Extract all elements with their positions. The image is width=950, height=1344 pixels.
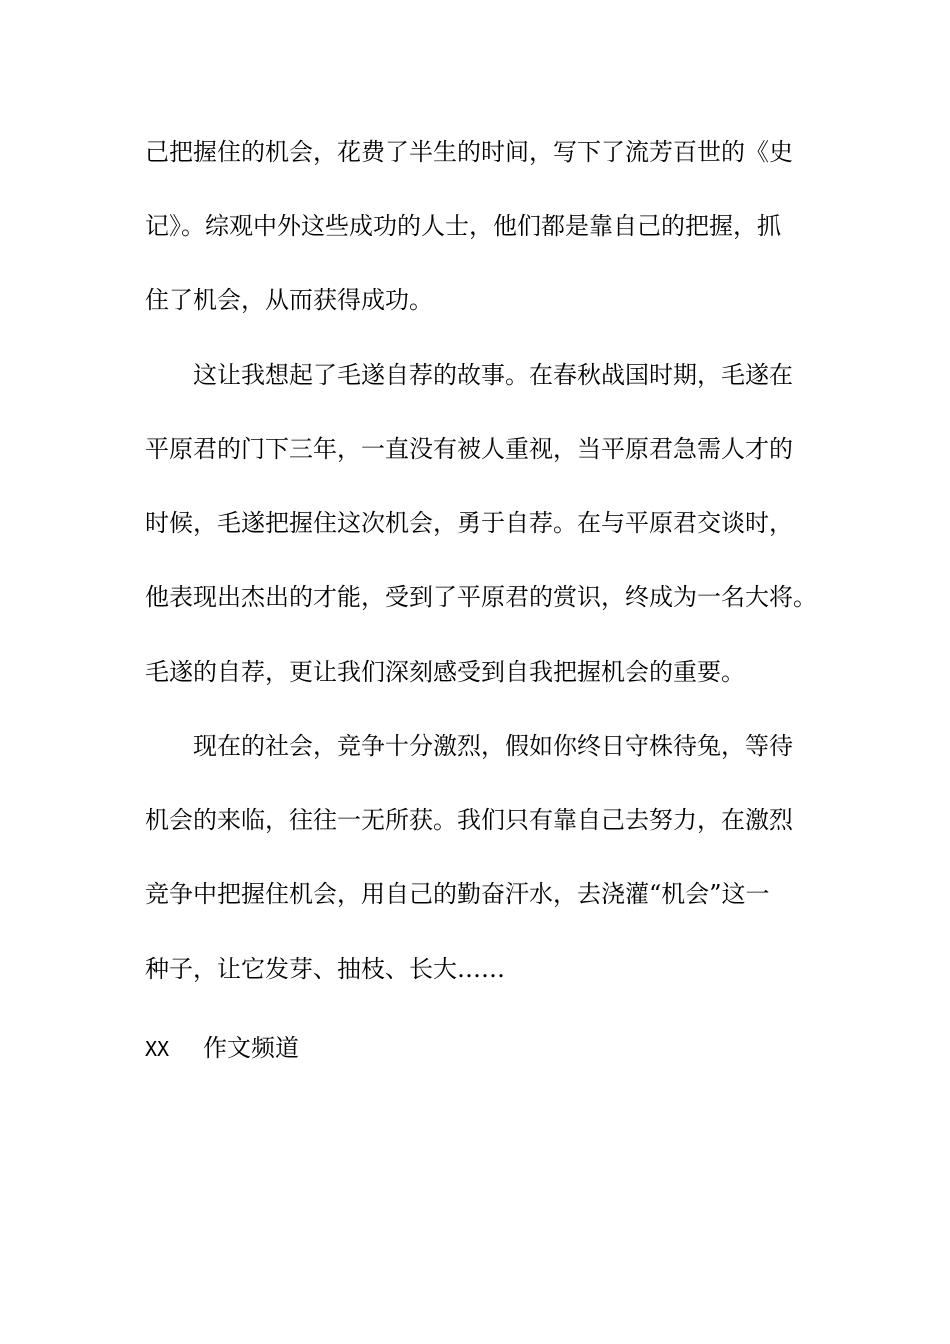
text-line: 种子，让它发芽、抽枝、长大…… <box>145 955 505 983</box>
text-line: 平原君的门下三年，一直没有被人重视，当平原君急需人才的 <box>145 435 793 463</box>
text-line: 竞争中把握住机会，用自己的勤奋汗水，去浇灌“机会”这一 <box>145 880 770 908</box>
footer-text: 作文频道 <box>203 1034 299 1062</box>
paragraph-start-line: 现在的社会，竞争十分激烈，假如你终日守株待兔，等待 <box>193 732 793 760</box>
text-line: 他表现出杰出的才能，受到了平原君的赏识，终成为一名大将。 <box>145 583 817 611</box>
text-line: 住了机会，从而获得成功。 <box>145 286 433 314</box>
text-line: 毛遂的自荐，更让我们深刻感受到自我把握机会的重要。 <box>145 658 745 686</box>
footer-prefix: XX <box>145 1037 170 1061</box>
text-line: 时候，毛遂把握住这次机会，勇于自荐。在与平原君交谈时， <box>145 509 793 537</box>
text-line: 机会的来临，往往一无所获。我们只有靠自己去努力，在激烈 <box>145 806 793 834</box>
text-line: 记》。综观中外这些成功的人士，他们都是靠自己的把握，抓 <box>145 212 781 240</box>
paragraph-start-line: 这让我想起了毛遂自荐的故事。在春秋战国时期，毛遂在 <box>193 361 793 389</box>
source-footer <box>145 1033 299 1064</box>
text-line: 己把握住的机会，花费了半生的时间，写下了流芳百世的《史 <box>145 138 793 166</box>
